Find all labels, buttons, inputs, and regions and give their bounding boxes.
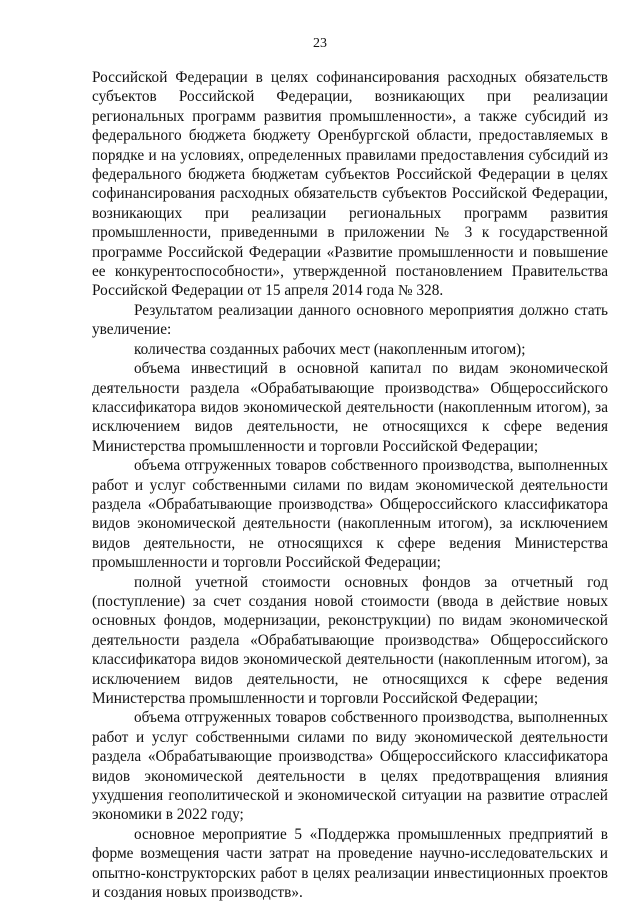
paragraph-fixed-assets: полной учетной стоимости основных фондов за отчетный год (поступление) за счет создания новой стоимости (ввода в действие новых основных фондов, модернизации, реконструкции) по видам экономической деятельности раздела «Обрабатывающие производства» Общероссийского классификатора видов экономической деятельности (накопленным итогом), за исключением видов деятельности, не относящихся к сфере ведения Министерства промышленности и торговли Российской Федерации; (92, 573, 608, 707)
paragraph-continuation: Российской Федерации в целях софинансирования расходных обязательств субъектов Российской Федерации, возникающих при реализации региональных программ развития промышленности», а также субсидий из федерального бюджета бюджету Оренбургской области, предоставляемых в порядке и на условиях, определенных правилами предоставления субсидий из федерального бюджета бюджетам субъектов Российской Федерации в целях софинансирования расходных обязательств субъектов Российской Федерации, возникающих при реализации региональных программ развития промышленности, приведенными в приложении № 3 к государственной программе Российской Федерации «Развитие промышленности и повышение ее конкурентоспособности», утвержденной постановлением Правительства Российской Федерации от 15 апреля 2014 года № 328. (92, 69, 608, 300)
paragraph-shipped-goods: объема отгруженных товаров собственного производства, выполненных работ и услуг собственными силами по видам экономической деятельности раздела «Обрабатывающие производства» Общероссийского классификатора видов экономической деятельности (накопленным итогом), за исключением видов деятельности, не относящихся к сфере ведения Министерства промышленности и торговли Российской Федерации; (92, 457, 608, 572)
paragraph-measure-5: основное мероприятие 5 «Поддержка промышленных предприятий в форме возмещения части затрат на проведение научно-исследовательских и опытно-конструкторских работ в целях реализации инвестиционных проектов и создания новых производств». (92, 825, 608, 902)
paragraph-investment: объема инвестиций в основной капитал по видам экономической деятельности раздела «Обрабатывающие производства» Общероссийского классификатора видов экономической деятельности (накопленным итогом), за исключением видов деятельности, не относящихся к сфере ведения Министерства промышленности и торговли Российской Федерации; (92, 360, 608, 455)
document-body (92, 68, 608, 902)
paragraph-result-intro: Результатом реализации данного основного мероприятия должно стать увеличение: (92, 301, 608, 339)
paragraph-shipped-goods-2022: объема отгруженных товаров собственного производства, выполненных работ и услуг собственными силами по виду экономической деятельности раздела «Обрабатывающие производства» Общероссийского классификатора видов экономической деятельности в целях предотвращения влияния ухудшения геополитической и экономической ситуации на развитие отраслей экономики в 2022 году; (92, 709, 608, 824)
paragraph-jobs: количества созданных рабочих мест (накопленным итогом); (134, 340, 526, 358)
page-number: 23 (313, 36, 327, 51)
